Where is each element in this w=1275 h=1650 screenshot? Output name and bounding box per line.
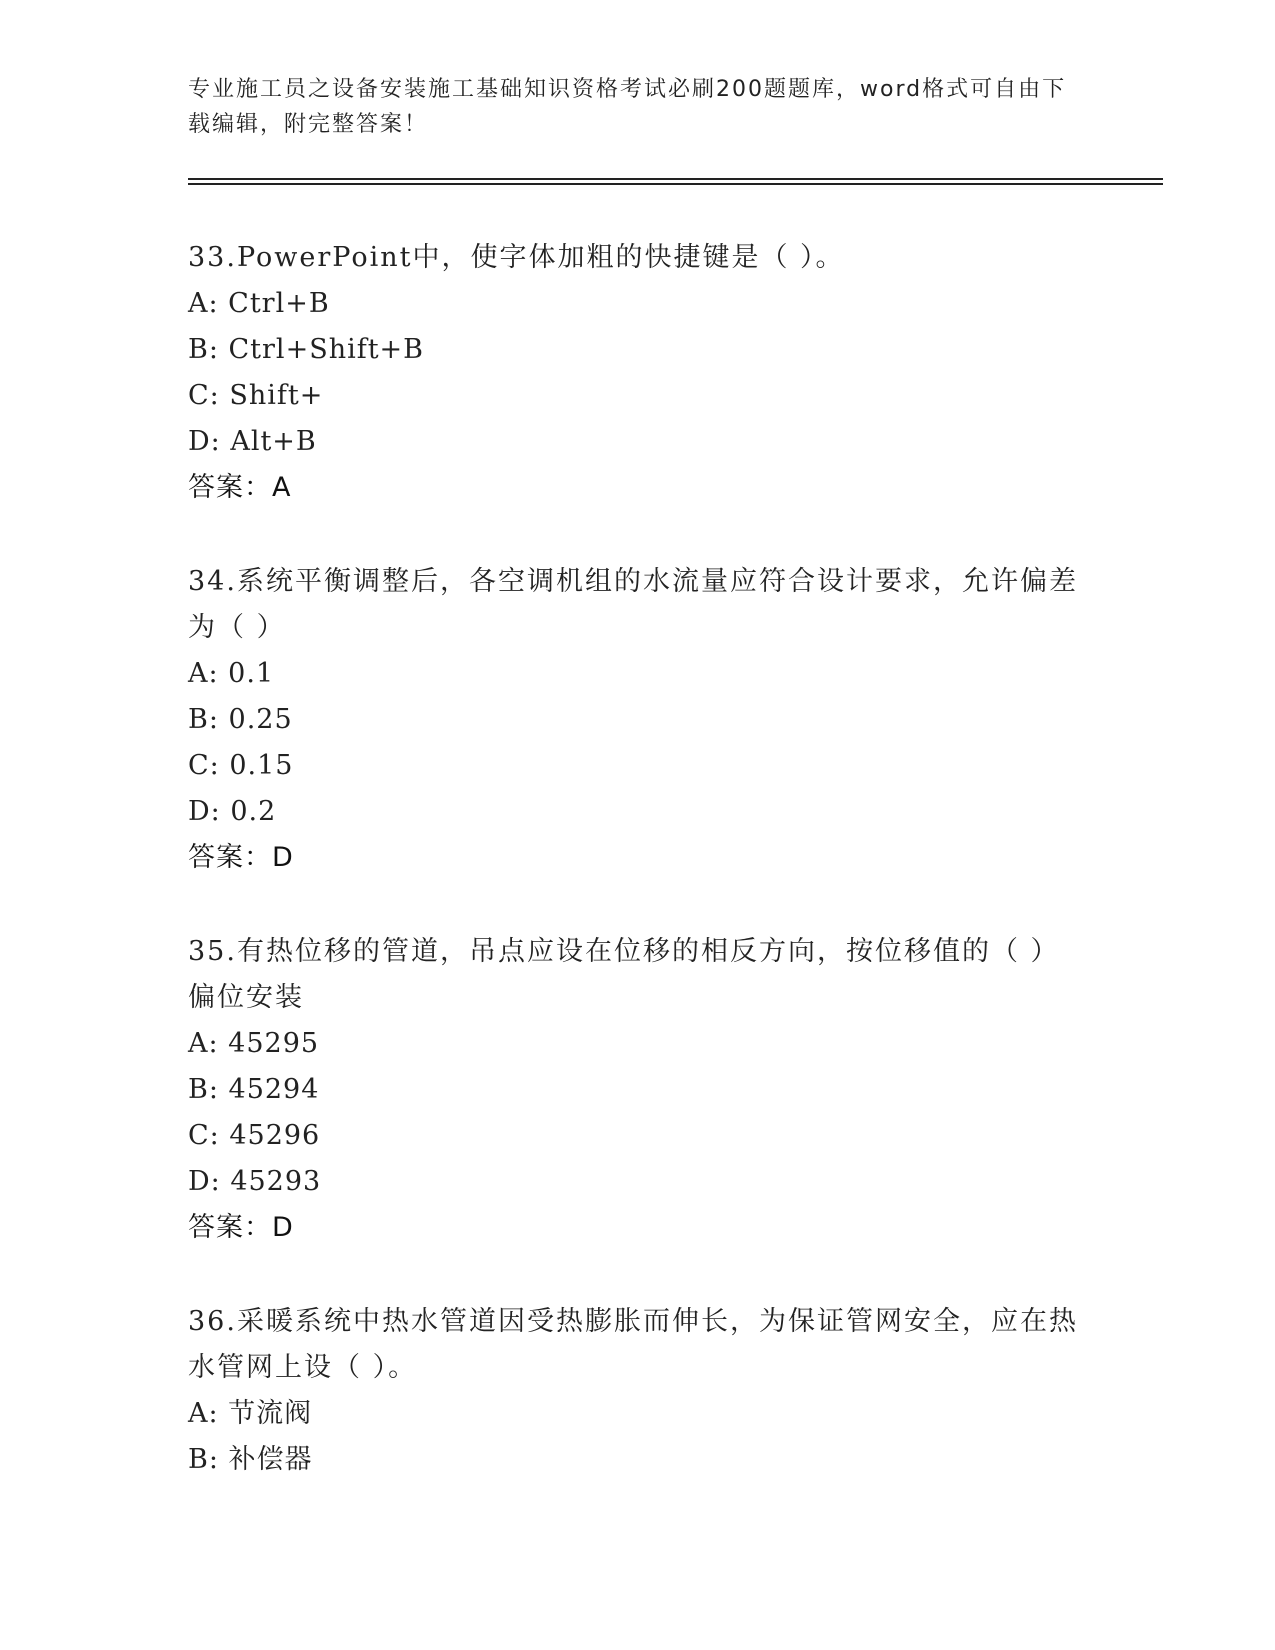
header-divider-bottom <box>188 183 1163 185</box>
option-d: D: Alt+B <box>188 426 317 457</box>
option-b: B: 补偿器 <box>188 1444 313 1475</box>
question-36 <box>188 1299 1088 1483</box>
answer-line: 答案：A <box>188 472 292 503</box>
question-stem: 36.采暖系统中热水管道因受热膨胀而伸长，为保证管网安全，应在热水管网上设（ ）。 <box>188 1306 1078 1383</box>
option-a: A: 节流阀 <box>188 1398 313 1429</box>
option-a: A: 45295 <box>188 1028 320 1059</box>
option-b: B: Ctrl+Shift+B <box>188 334 425 365</box>
option-c: C: Shift+ <box>188 380 324 411</box>
option-d: D: 45293 <box>188 1166 322 1197</box>
option-b: B: 0.25 <box>188 704 293 735</box>
option-c: C: 0.15 <box>188 750 294 781</box>
question-34 <box>188 559 1088 881</box>
option-c: C: 45296 <box>188 1120 321 1151</box>
question-stem: 34.系统平衡调整后，各空调机组的水流量应符合设计要求，允许偏差为（ ） <box>188 566 1078 643</box>
answer-line: 答案：D <box>188 1212 294 1243</box>
option-d: D: 0.2 <box>188 796 277 827</box>
question-35 <box>188 929 1088 1251</box>
option-a: A: 0.1 <box>188 658 275 689</box>
question-stem: 33.PowerPoint中，使字体加粗的快捷键是（ ）。 <box>188 242 845 273</box>
answer-line: 答案：D <box>188 842 294 873</box>
question-stem: 35.有热位移的管道，吊点应设在位移的相反方向，按位移值的（ ）偏位安装 <box>188 936 1060 1013</box>
option-a: A: Ctrl+B <box>188 288 330 319</box>
header-divider-top <box>188 178 1163 180</box>
question-list <box>188 235 1088 1531</box>
document-header: 专业施工员之设备安装施工基础知识资格考试必刷200题题库，word格式可自由下载编辑，附完整答案！ <box>188 77 1067 137</box>
option-b: B: 45294 <box>188 1074 320 1105</box>
question-33 <box>188 235 1088 511</box>
